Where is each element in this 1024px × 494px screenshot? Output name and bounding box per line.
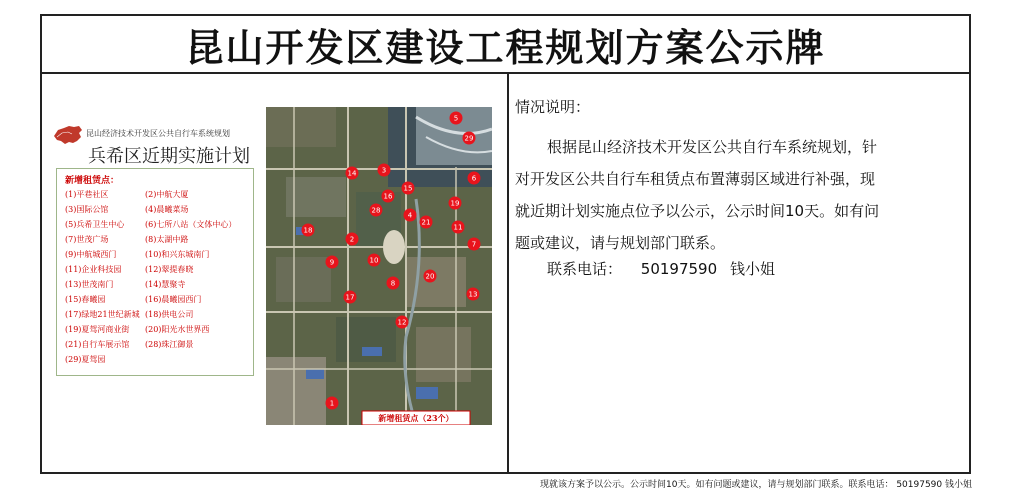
legend-list — [56, 168, 254, 376]
contact-line — [547, 258, 775, 279]
legend-subtitle: 昆山经济技术开发区公共自行车系统规划 — [86, 129, 230, 138]
legend-plan-title: 兵希区近期实施计划 — [88, 146, 250, 167]
contact-label: 联系电话： — [547, 260, 623, 278]
rental-point-label: 14 — [347, 169, 357, 178]
legend-item: (5)兵希卫生中心 — [65, 220, 125, 229]
legend-item: (9)中航城西门 — [65, 250, 117, 259]
legend-item: (3)国际公馆 — [65, 205, 109, 214]
footer-note: 现就该方案予以公示。公示时间10天。如有问题或建议，请与规划部门联系。联系电话： 50197590 钱小姐 — [540, 480, 972, 490]
legend-section-title: 新增租赁点： — [65, 176, 120, 186]
rental-point-label: 15 — [403, 184, 413, 193]
legend-item: (2)中航大厦 — [145, 190, 189, 199]
legend-item: (8)太湖中路 — [145, 235, 189, 244]
rental-point-label: 29 — [464, 134, 474, 143]
rental-point-label: 19 — [450, 199, 460, 208]
info-line: 根据昆山经济技术开发区公共自行车系统规划，针 — [547, 138, 878, 156]
legend-item: (11)企业科技园 — [65, 265, 122, 274]
rental-point-label: 6 — [471, 174, 477, 183]
rental-point-label: 17 — [345, 293, 355, 302]
rental-point-label: 13 — [468, 290, 478, 299]
contact-person: 钱小姐 — [729, 260, 775, 278]
china-map-icon — [52, 124, 84, 146]
satellite-map-image — [266, 107, 492, 425]
info-line: 题或建议，请与规划部门联系。 — [515, 234, 726, 252]
legend-item: (20)阳光水世界西 — [145, 325, 210, 334]
info-panel — [509, 74, 969, 472]
rental-point-label: 11 — [453, 223, 463, 232]
legend — [50, 124, 262, 374]
legend-item: (19)夏驾河商业街 — [65, 325, 130, 334]
legend-item: (21)自行车展示馆 — [65, 340, 130, 349]
rental-point-label: 20 — [425, 272, 435, 281]
rental-point-label: 4 — [407, 211, 413, 220]
legend-item: (4)晨曦菜场 — [145, 205, 189, 214]
info-line: 对开发区公共自行车租赁点布置薄弱区域进行补强，现 — [515, 170, 876, 188]
satellite-map — [266, 107, 492, 425]
rental-point-label: 5 — [453, 114, 459, 123]
legend-item: (7)世茂广场 — [65, 235, 109, 244]
rental-point-label: 12 — [397, 318, 407, 327]
legend-header — [50, 124, 262, 167]
info-heading: 情况说明： — [515, 98, 591, 116]
board-title: 昆山开发区建设工程规划方案公示牌 — [42, 16, 969, 74]
plan-panel — [42, 74, 507, 472]
rental-point-label: 8 — [390, 279, 396, 288]
rental-point-label: 21 — [421, 218, 431, 227]
legend-item: (13)世茂南门 — [65, 280, 114, 289]
rental-point-label: 1 — [329, 399, 335, 408]
legend-item: (16)晨曦园西门 — [145, 295, 202, 304]
rental-point-label: 7 — [471, 240, 477, 249]
rental-point-label: 16 — [383, 192, 393, 201]
rental-point-label: 10 — [369, 256, 379, 265]
notice-board — [40, 14, 971, 474]
legend-item: (29)夏驾园 — [65, 355, 106, 364]
rental-point-label: 18 — [303, 226, 313, 235]
contact-number: 50197590 — [640, 260, 718, 278]
legend-item: (18)供电公司 — [145, 310, 194, 319]
legend-item: (17)绿地21世纪新城 — [65, 310, 140, 319]
info-line: 就近期计划实施点位予以公示，公示时间10天。如有问 — [515, 202, 880, 220]
rental-point-label: 2 — [349, 235, 355, 244]
legend-item: (10)和兴东城南门 — [145, 250, 210, 259]
rental-point-label: 3 — [381, 166, 387, 175]
map-caption: 新增租赁点（23个） — [378, 413, 454, 423]
rental-point-label: 9 — [329, 258, 335, 267]
legend-item: (1)平巷社区 — [65, 190, 109, 199]
legend-item: (28)珠江御景 — [145, 340, 194, 349]
legend-item: (6)七所八站（文体中心） — [145, 220, 237, 229]
rental-point-label: 28 — [371, 206, 381, 215]
legend-item: (14)慧聚寺 — [145, 280, 186, 289]
legend-item: (15)春曦园 — [65, 295, 106, 304]
legend-item: (12)翠提春晓 — [145, 265, 194, 274]
